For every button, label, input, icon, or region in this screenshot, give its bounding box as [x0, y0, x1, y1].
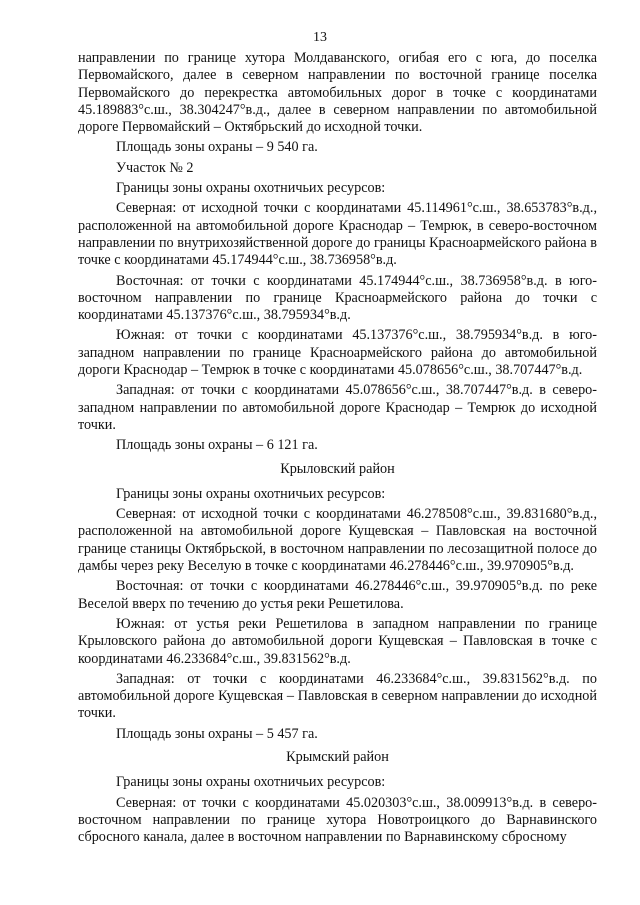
- boundary-west: Западная: от точки с координатами 45.078656°с.ш., 38.707447°в.д. в северо-западном направлении по автомобильной дороге Краснодар – Темрюк до исходной точки.: [78, 382, 597, 433]
- paragraph: направлении по границе хутора Молдаванского, огибая его с юга, до поселка Первомайского, далее в северном направлении по восточной границе поселка Первомайского до перекрестка автомобильных дорог в точке с координатами 45.189883°с.ш., 38.304247°в.д., далее в северном направлении по автомобильной дороге Первомайский – Октябрьский до исходной точки.: [78, 50, 597, 136]
- zone-area: Площадь зоны охраны – 9 540 га.: [116, 139, 318, 156]
- boundary-east: Восточная: от точки с координатами 45.174944°с.ш., 38.736958°в.д. в юго-восточном направлении по границе Красноармейского района до точки с координатами 45.137376°с.ш., 38.795934°в.д.: [78, 272, 597, 324]
- zone-area: Площадь зоны охраны – 5 457 га.: [116, 725, 318, 742]
- boundary-north: Северная: от исходной точки с координатами 45.114961°с.ш., 38.653783°в.д., расположенной на автомобильной дороге Краснодар – Темрюк, в северо-восточном направлении по внутрихозяйственной дороге до границы Красноармейского района в точке с координатами 45.174944°с.ш., 38.736958°в.д.: [78, 200, 597, 269]
- zone-area: Площадь зоны охраны – 6 121 га.: [116, 437, 318, 454]
- boundary-south: Южная: от устья реки Решетилова в западном направлении по границе Крыловского района до автомобильной дороги Кущевская – Павловская в точке с координатами 46.233684°с.ш., 39.831562°в.д.: [78, 615, 597, 667]
- district-heading: Крыловский район: [280, 460, 395, 477]
- section-title: Участок № 2: [116, 159, 194, 176]
- page-number: 13: [313, 30, 327, 45]
- boundary-south: Южная: от точки с координатами 45.137376°с.ш., 38.795934°в.д. в юго-западном направлении по границе Красноармейского района до автомобильной дороги Краснодар – Темрюк в точке с координатами 45.078656°с.ш., 38.707447°в.д.: [78, 327, 597, 379]
- boundary-north: Северная: от точки с координатами 45.020303°с.ш., 38.009913°в.д. в северо-восточном направлении по границе хутора Новотроицкого до Варнавинского сбросного канала, далее в восточном направлении по Варнавинскому сбросному: [78, 794, 597, 846]
- boundaries-intro: Границы зоны охраны охотничьих ресурсов:: [116, 774, 386, 791]
- boundary-west: Западная: от точки с координатами 46.233684°с.ш., 39.831562°в.д. по автомобильной дороге Кущевская – Павловская в северном направлении до исходной точки.: [78, 670, 597, 722]
- boundaries-intro: Границы зоны охраны охотничьих ресурсов:: [116, 180, 386, 197]
- boundary-east: Восточная: от точки с координатами 46.278446°с.ш., 39.970905°в.д. по реке Веселой вверх по течению до устья реки Решетилова.: [78, 578, 597, 612]
- district-heading: Крымский район: [286, 748, 389, 765]
- boundaries-intro: Границы зоны охраны охотничьих ресурсов:: [116, 485, 386, 502]
- boundary-north: Северная: от исходной точки с координатами 46.278508°с.ш., 39.831680°в.д., расположенной на автомобильной дороге Кущевская – Павловская на восточной границе станицы Октябрьской, в восточном направлении по лесозащитной полосе до дамбы через реку Веселую в точке с координатами 46.278446°с.ш., 39.970905°в.д.: [78, 506, 597, 575]
- document-body: [78, 50, 597, 849]
